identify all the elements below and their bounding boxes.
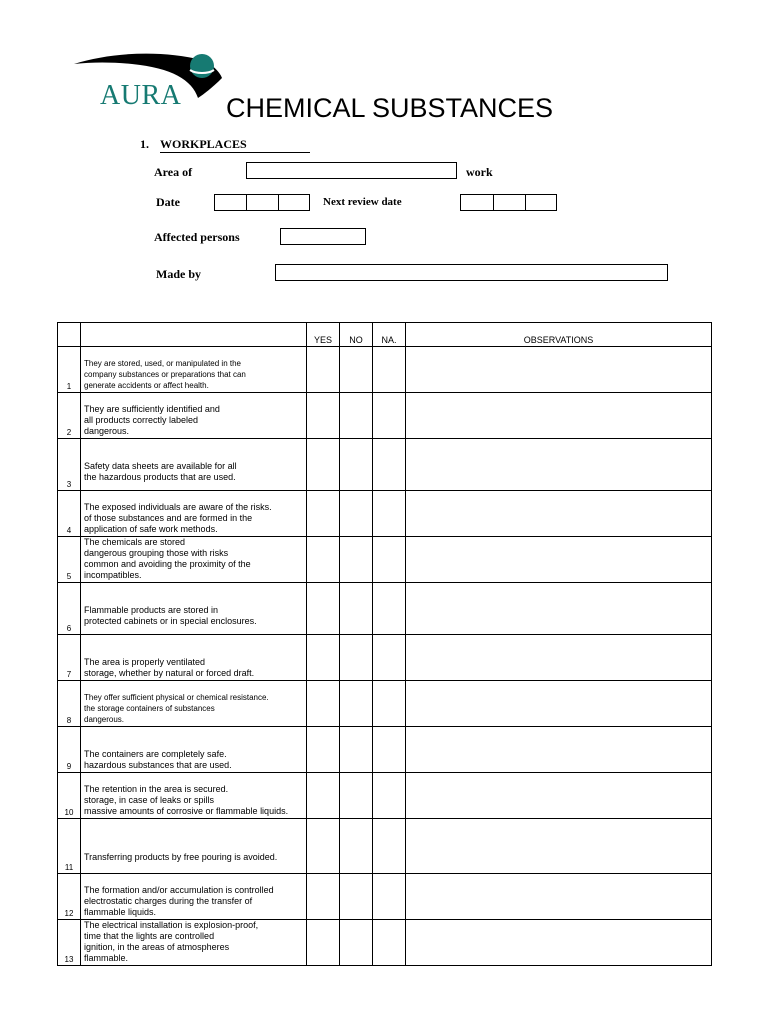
yes-cell[interactable] bbox=[307, 439, 340, 491]
next-review-label: Next review date bbox=[323, 196, 402, 208]
no-cell[interactable] bbox=[340, 681, 373, 727]
yes-cell[interactable] bbox=[307, 874, 340, 920]
na-cell[interactable] bbox=[373, 583, 406, 635]
observations-cell[interactable] bbox=[406, 635, 712, 681]
row-number: 8 bbox=[58, 681, 81, 727]
yes-cell[interactable] bbox=[307, 773, 340, 819]
na-cell[interactable] bbox=[373, 347, 406, 393]
row-question: Flammable products are stored in protected cabinets or in special enclosures. bbox=[81, 583, 307, 635]
observations-cell[interactable] bbox=[406, 537, 712, 583]
next-review-date-field[interactable] bbox=[460, 194, 557, 211]
yes-cell[interactable] bbox=[307, 635, 340, 681]
table-row bbox=[58, 727, 712, 773]
aura-logo bbox=[72, 50, 232, 114]
yes-cell[interactable] bbox=[307, 583, 340, 635]
observations-cell[interactable] bbox=[406, 491, 712, 537]
table-row bbox=[58, 583, 712, 635]
table-row bbox=[58, 681, 712, 727]
column-header-yes: YES bbox=[307, 323, 340, 347]
area-label: Area of bbox=[154, 165, 193, 179]
area-of-work-field[interactable] bbox=[246, 162, 457, 179]
no-cell[interactable] bbox=[340, 347, 373, 393]
na-cell[interactable] bbox=[373, 727, 406, 773]
na-cell[interactable] bbox=[373, 819, 406, 874]
table-row bbox=[58, 439, 712, 491]
table-row bbox=[58, 393, 712, 439]
section-heading bbox=[140, 137, 310, 153]
yes-cell[interactable] bbox=[307, 727, 340, 773]
date-field[interactable] bbox=[214, 194, 310, 211]
no-cell[interactable] bbox=[340, 439, 373, 491]
observations-cell[interactable] bbox=[406, 583, 712, 635]
affected-persons-field[interactable] bbox=[280, 228, 366, 245]
observations-cell[interactable] bbox=[406, 393, 712, 439]
row-number: 2 bbox=[58, 393, 81, 439]
row-question: They are stored, used, or manipulated in the company substances or preparations that can generate accidents or affect health. bbox=[81, 347, 307, 393]
row-question: The retention in the area is secured. storage, in case of leaks or spills massive amounts of corrosive or flammable liquids. bbox=[81, 773, 307, 819]
row-question: Transferring products by free pouring is avoided. bbox=[81, 819, 307, 874]
no-cell[interactable] bbox=[340, 583, 373, 635]
row-number: 6 bbox=[58, 583, 81, 635]
observations-cell[interactable] bbox=[406, 439, 712, 491]
work-label: work bbox=[466, 165, 493, 179]
row-question: The area is properly ventilated storage, whether by natural or forced draft. bbox=[81, 635, 307, 681]
row-number: 7 bbox=[58, 635, 81, 681]
row-number: 12 bbox=[58, 874, 81, 920]
column-header-no: NO bbox=[340, 323, 373, 347]
table-header-row bbox=[58, 323, 712, 347]
table-row bbox=[58, 920, 712, 966]
no-cell[interactable] bbox=[340, 537, 373, 583]
no-cell[interactable] bbox=[340, 491, 373, 537]
row-question: The exposed individuals are aware of the risks. of those substances and are formed in the application of safe work methods. bbox=[81, 491, 307, 537]
no-cell[interactable] bbox=[340, 393, 373, 439]
observations-cell[interactable] bbox=[406, 819, 712, 874]
no-cell[interactable] bbox=[340, 920, 373, 966]
observations-cell[interactable] bbox=[406, 347, 712, 393]
na-cell[interactable] bbox=[373, 439, 406, 491]
no-cell[interactable] bbox=[340, 727, 373, 773]
observations-cell[interactable] bbox=[406, 681, 712, 727]
row-number: 10 bbox=[58, 773, 81, 819]
na-cell[interactable] bbox=[373, 874, 406, 920]
yes-cell[interactable] bbox=[307, 681, 340, 727]
na-cell[interactable] bbox=[373, 537, 406, 583]
table-row bbox=[58, 491, 712, 537]
row-question: Safety data sheets are available for all the hazardous products that are used. bbox=[81, 439, 307, 491]
table-row bbox=[58, 874, 712, 920]
no-cell[interactable] bbox=[340, 874, 373, 920]
table-row bbox=[58, 347, 712, 393]
na-cell[interactable] bbox=[373, 491, 406, 537]
checklist-table bbox=[57, 322, 712, 966]
yes-cell[interactable] bbox=[307, 393, 340, 439]
row-number: 4 bbox=[58, 491, 81, 537]
row-number: 3 bbox=[58, 439, 81, 491]
na-cell[interactable] bbox=[373, 773, 406, 819]
row-number: 11 bbox=[58, 819, 81, 874]
row-question: They offer sufficient physical or chemical resistance. the storage containers of substances dangerous. bbox=[81, 681, 307, 727]
no-cell[interactable] bbox=[340, 819, 373, 874]
row-question: The electrical installation is explosion-proof, time that the lights are controlled ignition, in the areas of atmospheres flammable. bbox=[81, 920, 307, 966]
yes-cell[interactable] bbox=[307, 819, 340, 874]
section-title: WORKPLACES bbox=[160, 137, 310, 153]
observations-cell[interactable] bbox=[406, 920, 712, 966]
no-cell[interactable] bbox=[340, 635, 373, 681]
made-by-field[interactable] bbox=[275, 264, 668, 281]
row-question: The formation and/or accumulation is controlled electrostatic charges during the transfer of flammable liquids. bbox=[81, 874, 307, 920]
page-title: CHEMICAL SUBSTANCES bbox=[226, 93, 554, 123]
row-number: 13 bbox=[58, 920, 81, 966]
row-question: The containers are completely safe. hazardous substances that are used. bbox=[81, 727, 307, 773]
observations-cell[interactable] bbox=[406, 773, 712, 819]
date-label: Date bbox=[156, 195, 180, 209]
table-row bbox=[58, 635, 712, 681]
row-question: They are sufficiently identified and all products correctly labeled dangerous. bbox=[81, 393, 307, 439]
row-question: The chemicals are stored dangerous grouping those with risks common and avoiding the proximity of the incompatibles. bbox=[81, 537, 307, 583]
table-row bbox=[58, 819, 712, 874]
section-number: 1. bbox=[140, 137, 149, 151]
na-cell[interactable] bbox=[373, 635, 406, 681]
header-blank bbox=[58, 323, 81, 347]
logo-text: AURA bbox=[100, 80, 182, 111]
observations-cell[interactable] bbox=[406, 874, 712, 920]
row-number: 1 bbox=[58, 347, 81, 393]
na-cell[interactable] bbox=[373, 681, 406, 727]
na-cell[interactable] bbox=[373, 393, 406, 439]
yes-cell[interactable] bbox=[307, 920, 340, 966]
observations-cell[interactable] bbox=[406, 727, 712, 773]
row-number: 9 bbox=[58, 727, 81, 773]
yes-cell[interactable] bbox=[307, 491, 340, 537]
na-cell[interactable] bbox=[373, 920, 406, 966]
made-by-label: Made by bbox=[156, 267, 201, 281]
yes-cell[interactable] bbox=[307, 537, 340, 583]
column-header-observations: OBSERVATIONS bbox=[406, 323, 712, 347]
row-number: 5 bbox=[58, 537, 81, 583]
table-row bbox=[58, 537, 712, 583]
table-row bbox=[58, 773, 712, 819]
yes-cell[interactable] bbox=[307, 347, 340, 393]
affected-persons-label: Affected persons bbox=[154, 230, 240, 244]
column-header-na: NA. bbox=[373, 323, 406, 347]
header-question bbox=[81, 323, 307, 347]
no-cell[interactable] bbox=[340, 773, 373, 819]
